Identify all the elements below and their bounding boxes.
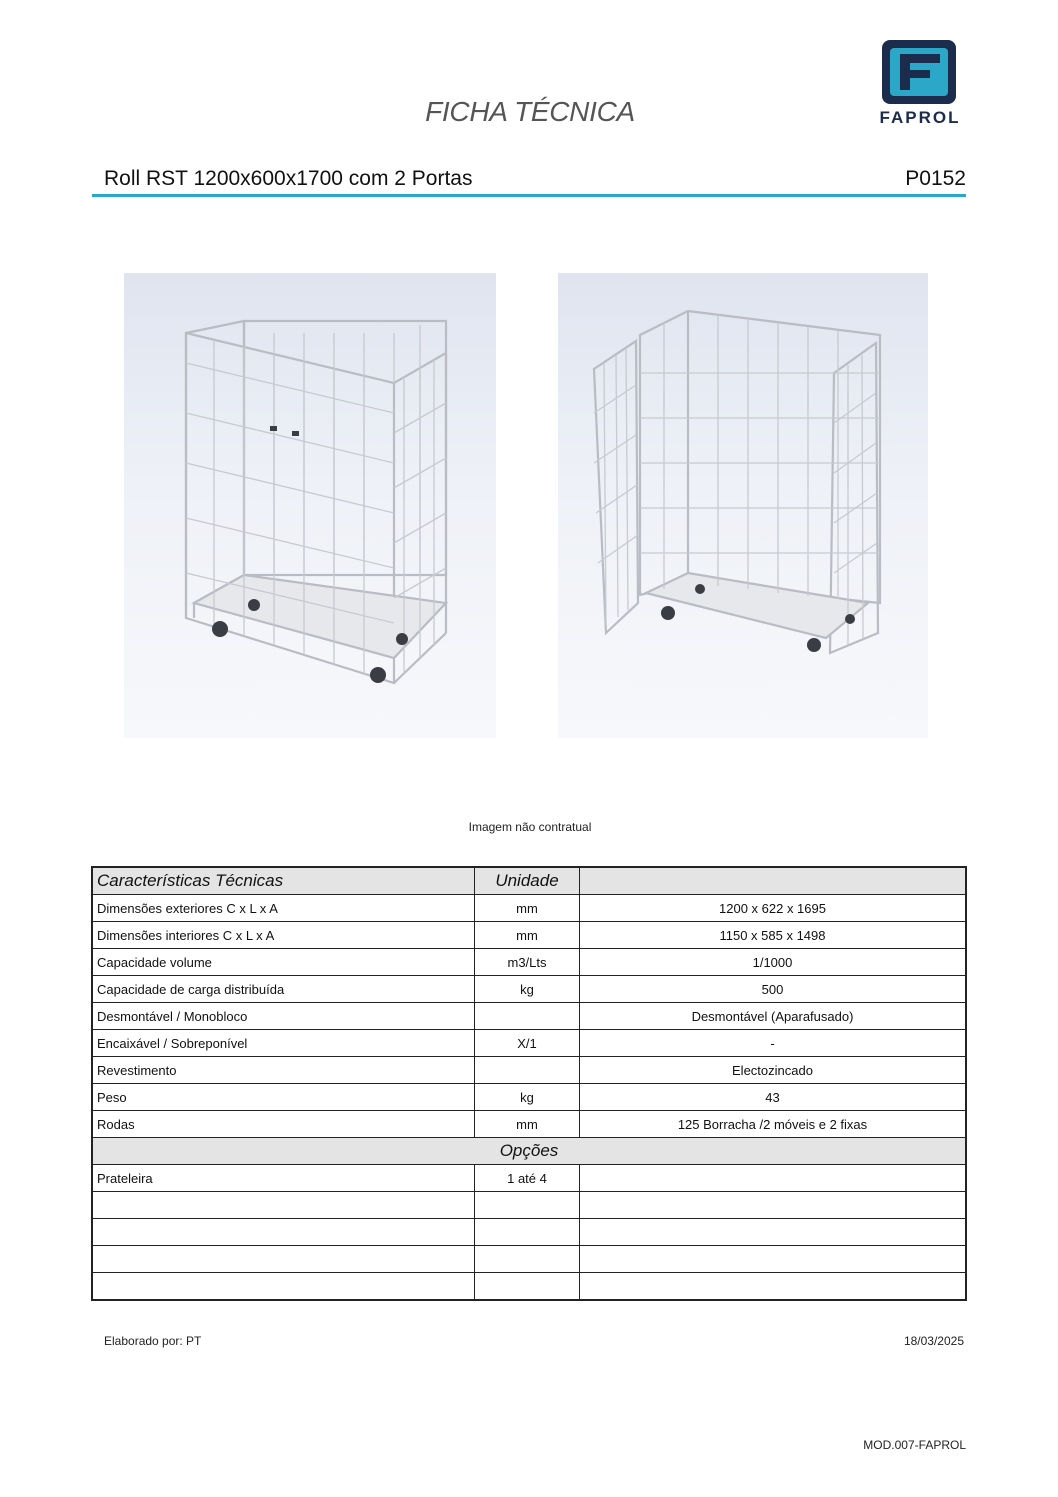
options-header: Opções xyxy=(92,1138,966,1165)
spec-label: Dimensões exteriores C x L x A xyxy=(92,895,475,922)
title-underline xyxy=(92,194,966,197)
spec-unit: m3/Lts xyxy=(475,949,580,976)
option-label xyxy=(92,1246,475,1273)
spec-unit: mm xyxy=(475,922,580,949)
document-title: FICHA TÉCNICA xyxy=(425,96,635,127)
spec-label: Peso xyxy=(92,1084,475,1111)
spec-unit: mm xyxy=(475,1111,580,1138)
spec-value: 125 Borracha /2 móveis e 2 fixas xyxy=(580,1111,967,1138)
technical-specs-table xyxy=(91,866,967,1301)
spec-value: 500 xyxy=(580,976,967,1003)
option-row xyxy=(92,1273,966,1301)
option-label xyxy=(92,1219,475,1246)
form-code: MOD.007-FAPROL xyxy=(863,1438,966,1452)
header-characteristics: Características Técnicas xyxy=(92,867,475,895)
option-unit xyxy=(475,1192,580,1219)
table-row xyxy=(92,1111,966,1138)
product-name: Roll RST 1200x600x1700 com 2 Portas xyxy=(104,167,473,190)
option-label xyxy=(92,1192,475,1219)
logo-text: FAPROL xyxy=(879,108,961,127)
option-unit: 1 até 4 xyxy=(475,1165,580,1192)
document-date: 18/03/2025 xyxy=(903,1334,964,1348)
table-row xyxy=(92,895,966,922)
spec-unit xyxy=(475,1003,580,1030)
option-row xyxy=(92,1246,966,1273)
table-row xyxy=(92,922,966,949)
table-row xyxy=(92,1003,966,1030)
spec-label: Revestimento xyxy=(92,1057,475,1084)
spec-value: - xyxy=(580,1030,967,1057)
spec-value: 1200 x 622 x 1695 xyxy=(580,895,967,922)
spec-value: 1150 x 585 x 1498 xyxy=(580,922,967,949)
header-value xyxy=(580,867,967,895)
spec-value: Desmontável (Aparafusado) xyxy=(580,1003,967,1030)
spec-label: Capacidade de carga distribuída xyxy=(92,976,475,1003)
option-unit xyxy=(475,1246,580,1273)
spec-label: Capacidade volume xyxy=(92,949,475,976)
option-row xyxy=(92,1165,966,1192)
spec-label: Encaixável / Sobreponível xyxy=(92,1030,475,1057)
table-row xyxy=(92,949,966,976)
product-code: P0152 xyxy=(905,167,966,190)
prepared-by: Elaborado por: PT xyxy=(104,1334,202,1348)
table-header-row xyxy=(92,867,966,895)
spec-value: Electozincado xyxy=(580,1057,967,1084)
roll-container-open-illustration xyxy=(558,273,928,738)
option-label: Prateleira xyxy=(92,1165,475,1192)
option-row xyxy=(92,1219,966,1246)
table-row xyxy=(92,1084,966,1111)
table-row xyxy=(92,1057,966,1084)
image-disclaimer: Imagem não contratual xyxy=(468,820,592,834)
option-unit xyxy=(475,1273,580,1301)
spec-label: Rodas xyxy=(92,1111,475,1138)
spec-label: Dimensões interiores C x L x A xyxy=(92,922,475,949)
product-image-closed xyxy=(124,273,496,738)
roll-container-closed-illustration xyxy=(124,273,496,738)
option-value xyxy=(580,1192,967,1219)
option-value xyxy=(580,1273,967,1301)
header-unit: Unidade xyxy=(475,867,580,895)
spec-value: 1/1000 xyxy=(580,949,967,976)
product-image-open xyxy=(558,273,928,738)
spec-unit: kg xyxy=(475,976,580,1003)
spec-value: 43 xyxy=(580,1084,967,1111)
spec-label: Desmontável / Monobloco xyxy=(92,1003,475,1030)
spec-unit: mm xyxy=(475,895,580,922)
spec-unit: X/1 xyxy=(475,1030,580,1057)
spec-unit xyxy=(475,1057,580,1084)
option-label xyxy=(92,1273,475,1301)
table-row xyxy=(92,976,966,1003)
option-value xyxy=(580,1246,967,1273)
option-value xyxy=(580,1219,967,1246)
option-row xyxy=(92,1192,966,1219)
table-row xyxy=(92,1030,966,1057)
option-unit xyxy=(475,1219,580,1246)
options-header-row xyxy=(92,1138,966,1165)
option-value xyxy=(580,1165,967,1192)
spec-unit: kg xyxy=(475,1084,580,1111)
